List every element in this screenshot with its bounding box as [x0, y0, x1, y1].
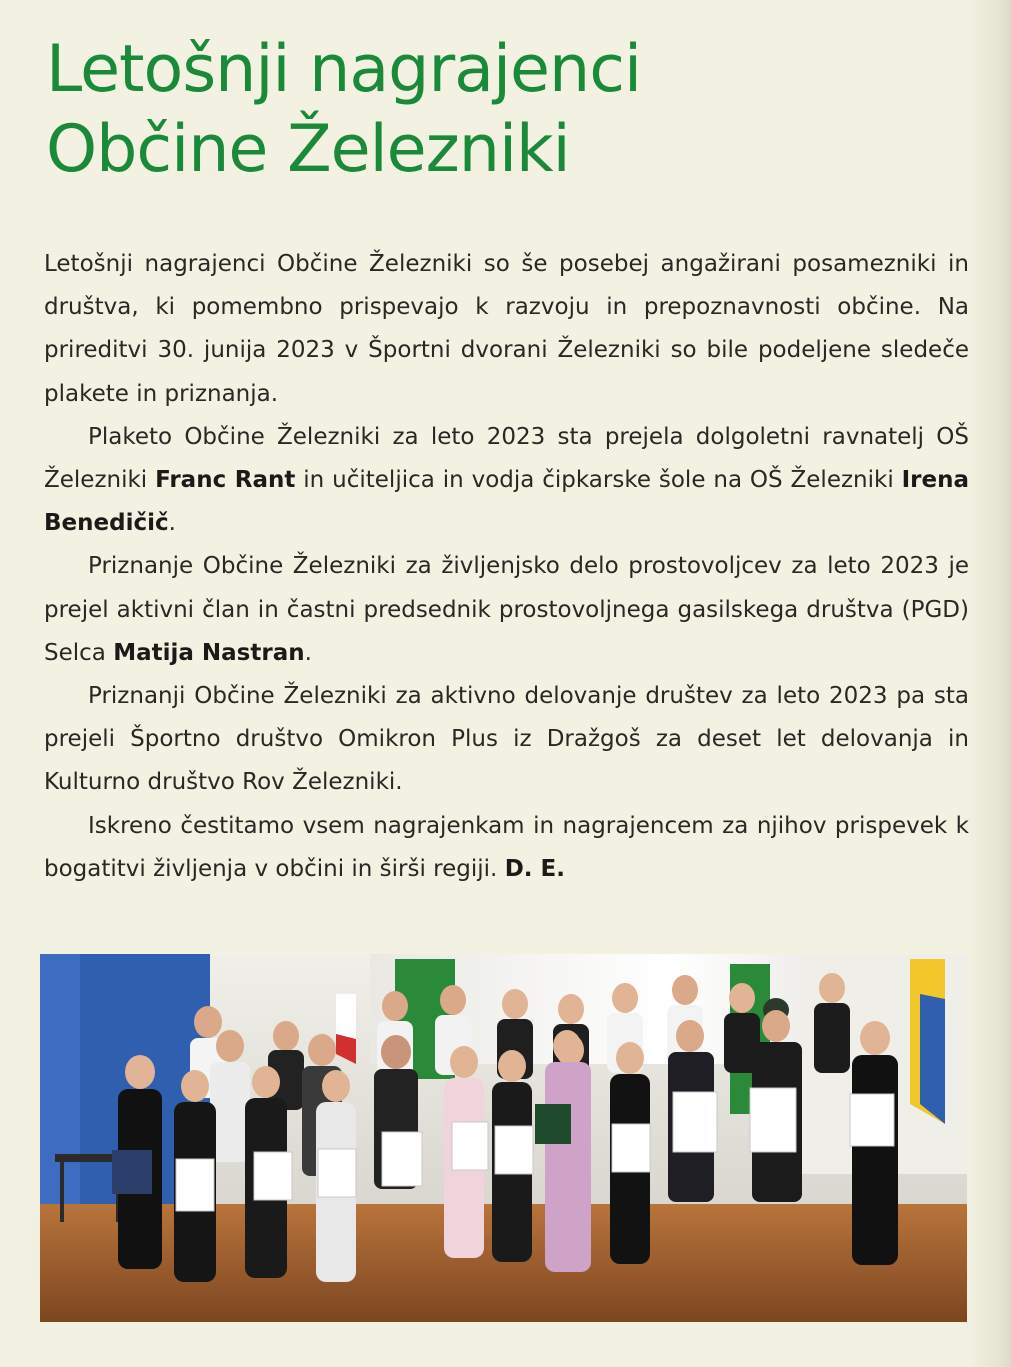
awardee-name-1: Franc Rant: [155, 467, 296, 494]
awardee-name-2: Irena Benedičič: [44, 467, 970, 537]
awardee-name-3: Matija Nastran: [113, 639, 305, 666]
group-photo: [40, 954, 967, 1322]
plaque-text-c: .: [168, 510, 176, 537]
group-photo-illustration: [40, 954, 967, 1322]
title-line-2: Občine Železniki: [46, 112, 570, 187]
article-title: [46, 30, 641, 190]
congrats-text: Iskreno čestitamo vsem nagrajenkam in nagrajencem za njihov prispevek k bogatitvi življenja v občini in širši regiji.: [44, 812, 969, 882]
adjacent-page-edge: [965, 0, 1011, 1367]
lifetime-text-b: .: [304, 639, 312, 666]
paragraph-lifetime-award: [44, 545, 969, 675]
paragraph-society-awards: Priznanji Občine Železniki za aktivno delovanje društev za leto 2023 pa sta prejeli Športno društvo Omikron Plus iz Dražgoš za deset let delovanja in Kulturno društvo Rov Železniki.: [44, 683, 969, 796]
plaque-text-a: Plaketo Občine Železniki za leto 2023 sta prejela dolgoletni ravnatelj OŠ Železniki: [44, 423, 969, 494]
paragraph-intro: Letošnji nagrajenci Občine Železniki so še posebej angažirani posamezniki in društva, ki pomembno prispevajo k razvoju in prepoznavnosti občine. Na prireditvi 30. junija 2023 v Športni dvorani Železniki so bile podeljene sledeče plakete in priznanja.: [44, 251, 969, 407]
article-body: [44, 243, 969, 891]
plaque-text-b: in učiteljica in vodja čipkarske šole na OŠ Železniki: [295, 467, 902, 494]
paragraph-congratulations: [44, 805, 969, 891]
author-initials: D. E.: [504, 855, 565, 882]
paragraph-plaque: [44, 416, 969, 546]
title-line-1: Letošnji nagrajenci: [46, 32, 642, 107]
lifetime-text-a: Priznanje Občine Železniki za življenjsko delo prostovoljcev za leto 2023 je prejel aktivni član in častni predsednik prostovoljnega gasilskega društva (PGD) Selca: [44, 553, 969, 666]
